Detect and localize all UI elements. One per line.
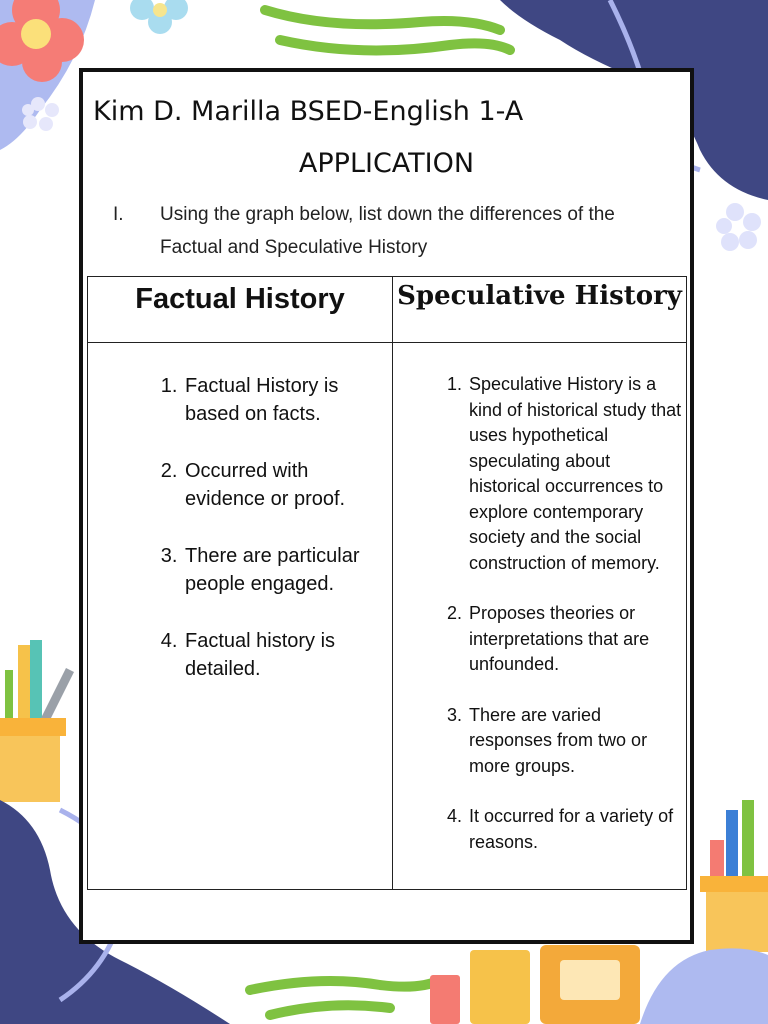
header-factual-history: Factual History: [88, 277, 393, 343]
pencil-cup-right-icon: [700, 800, 768, 952]
comparison-table: [87, 276, 687, 890]
factual-list: [88, 343, 392, 683]
bottom-right-blob: [640, 948, 768, 1024]
instruction-number: I.: [113, 204, 124, 225]
list-item: 4. Factual history is detailed.: [183, 627, 382, 683]
list-item: 3. There are particular people engaged.: [183, 542, 382, 598]
list-item: 3. There are varied responses from two or more groups.: [467, 703, 682, 780]
blue-flower-icon: [130, 0, 188, 34]
table-body-row: [88, 343, 687, 890]
table-header-row: [88, 277, 687, 343]
header-speculative-history: Speculative History: [393, 277, 687, 343]
list-item: 2. Occurred with evidence or proof.: [183, 457, 382, 513]
student-name: Kim D. Marilla BSED-English 1-A: [93, 96, 524, 127]
green-squiggle-bottom: [250, 980, 440, 1015]
green-squiggle-top: [265, 10, 510, 50]
list-item: 1. Speculative History is a kind of historical study that uses hypothetical speculating about historical occurrences to explore contemporary society and the social construction of memory.: [467, 372, 682, 576]
worksheet-card: [79, 68, 694, 944]
list-item: 2. Proposes theories or interpretations that are unfounded.: [467, 601, 682, 678]
page-title: APPLICATION: [298, 148, 475, 179]
right-flower-icon: [716, 203, 761, 251]
books-icon: [430, 945, 640, 1024]
pencil-cup-left-icon: [0, 640, 74, 802]
factual-column: [88, 343, 393, 890]
instruction-text: Using the graph below, list down the differences of the Factual and Speculative History: [160, 204, 615, 258]
list-item: 4. It occurred for a variety of reasons.: [467, 804, 682, 855]
speculative-list: [393, 343, 686, 855]
speculative-column: [393, 343, 687, 890]
list-item: 1. Factual History is based on facts.: [183, 372, 382, 428]
